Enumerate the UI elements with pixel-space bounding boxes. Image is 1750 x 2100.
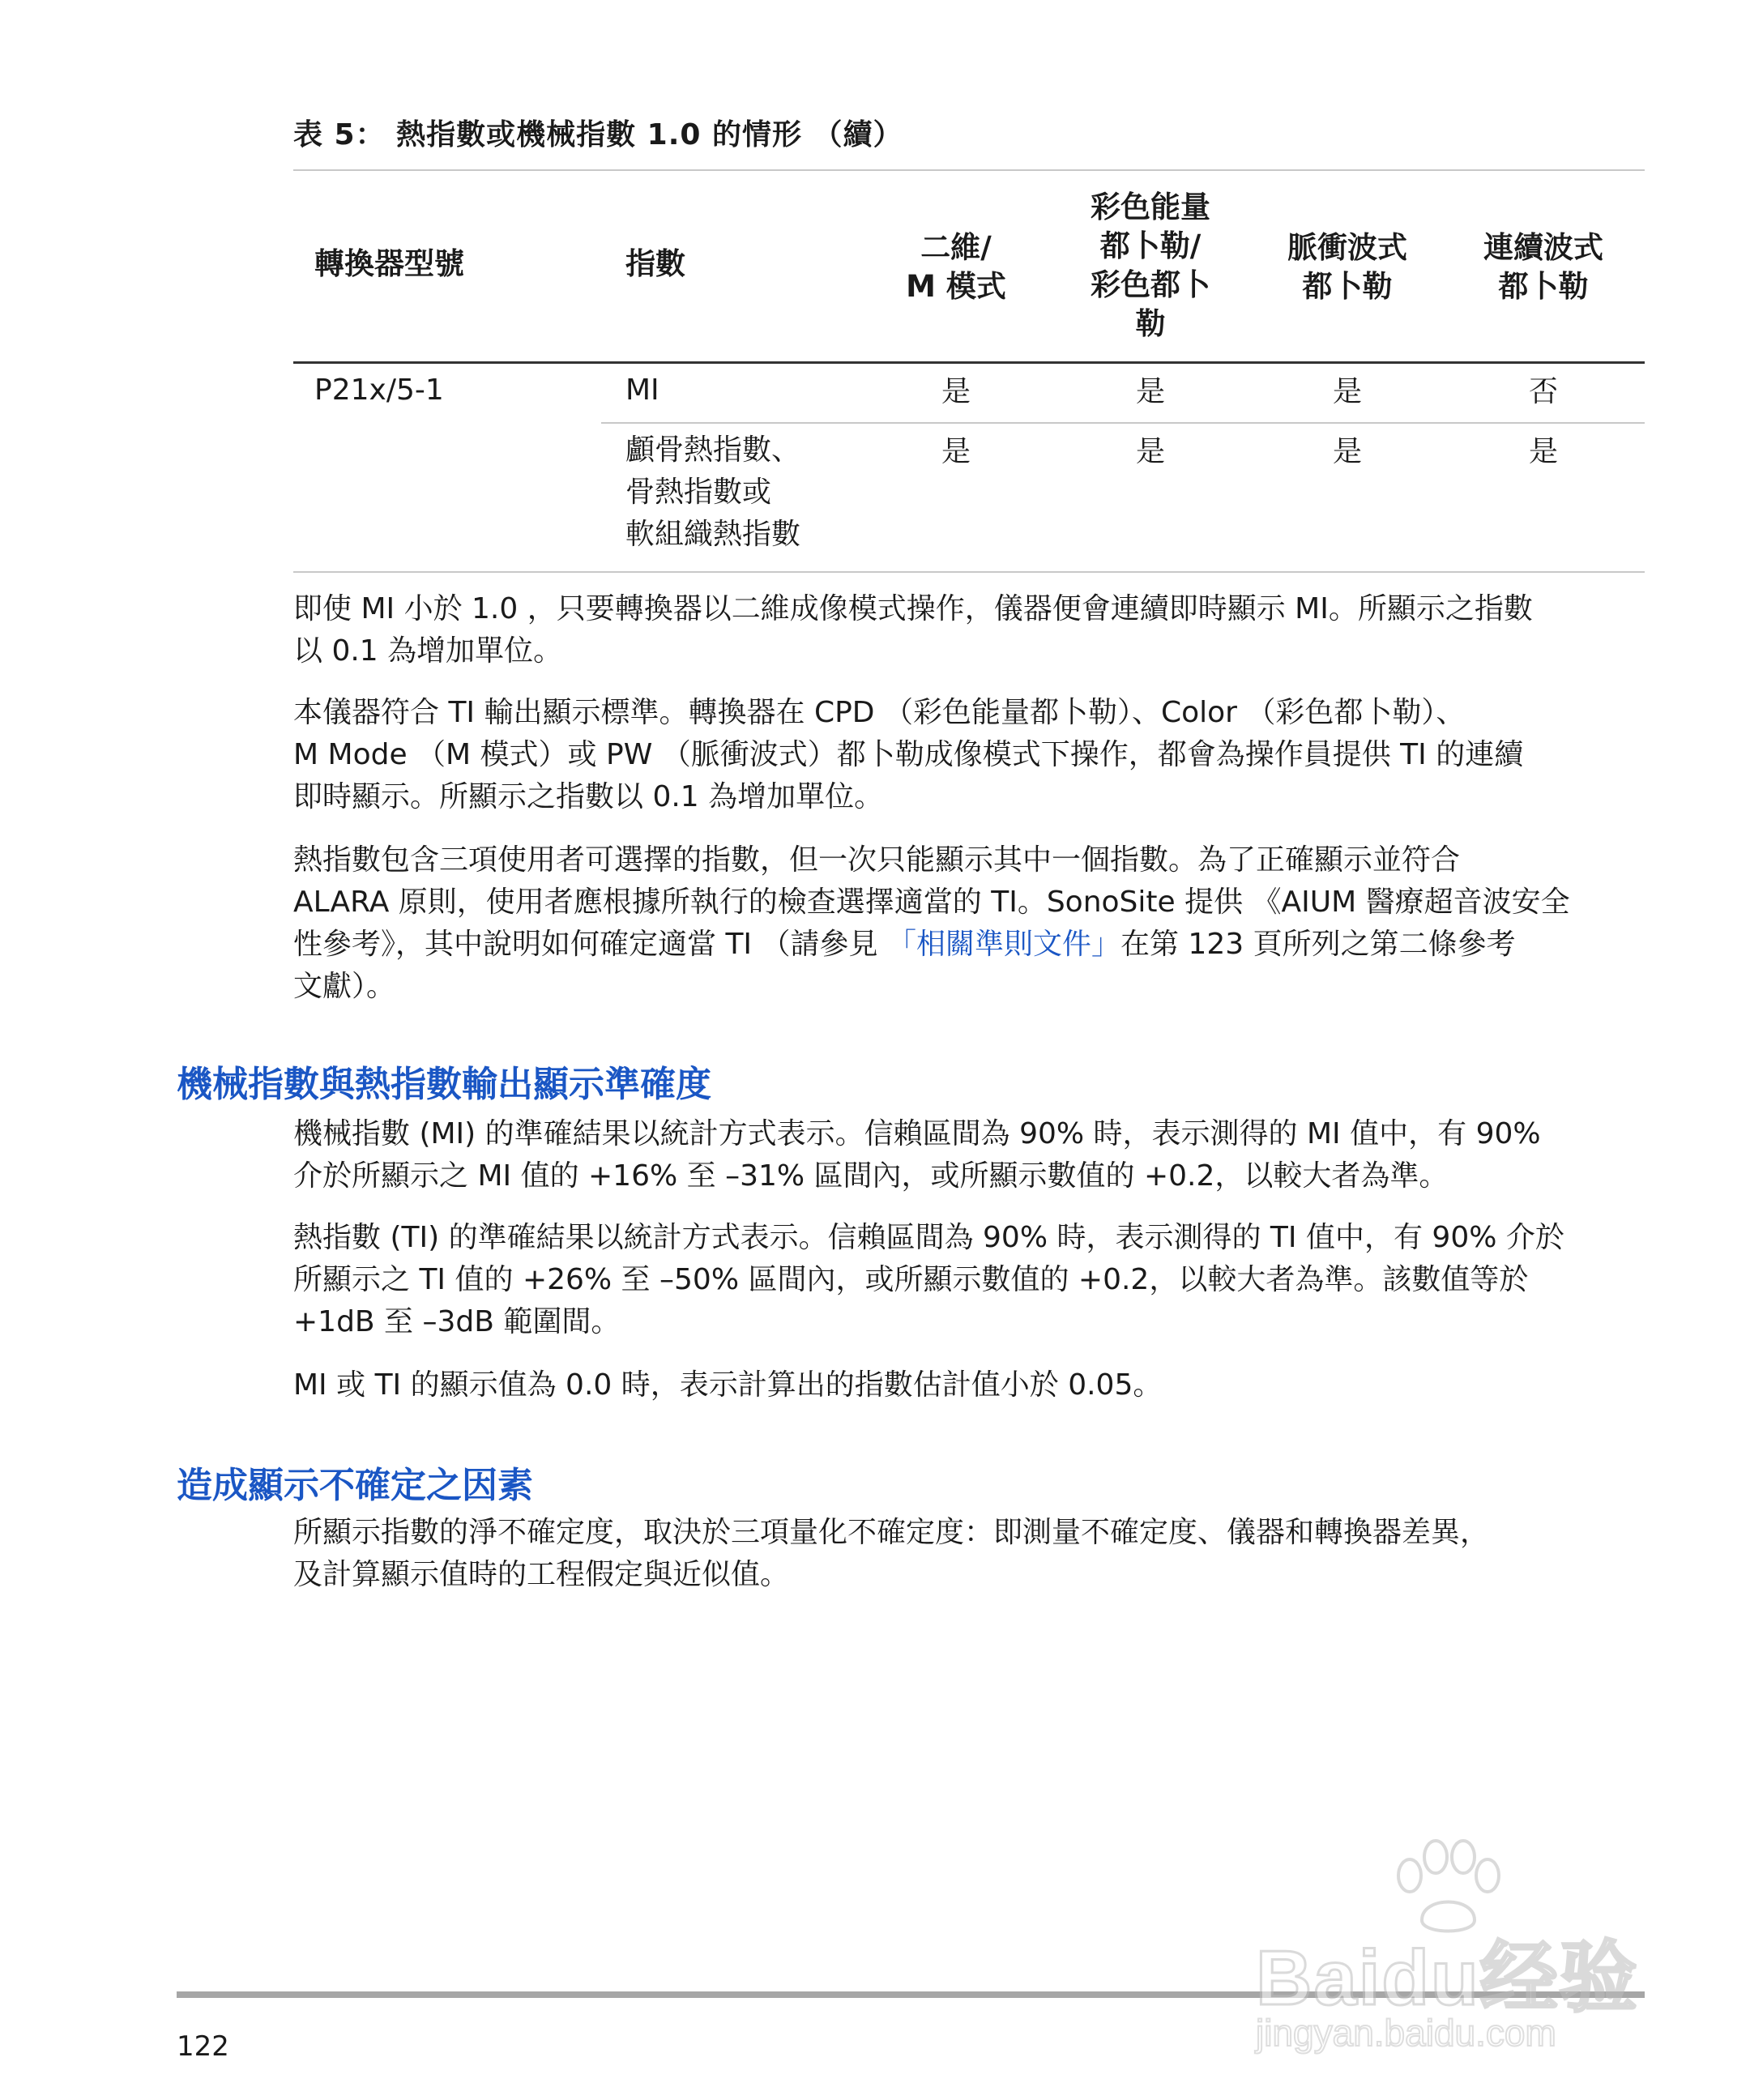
table-row-rule	[601, 422, 1645, 424]
cell-row2-color-power: 是	[1135, 435, 1165, 468]
page-number: 122	[177, 2030, 229, 2063]
header-color-power: 彩色能量 都卜勒/ 彩色都卜 勒	[1091, 190, 1210, 341]
header-index: 指數	[625, 246, 685, 281]
cell-row1-pw: 是	[1332, 375, 1362, 408]
paragraph-zero-display: MI 或 TI 的顯示值為 0.0 時，表示計算出的指數估計值小於 0.05。	[293, 1368, 1163, 1402]
paragraph-mi-display: 即使 MI 小於 1.0 ，只要轉換器以二維成像模式操作，儀器便會連續即時顯示 MI。所顯示之指數 以 0.1 為增加單位。	[293, 592, 1533, 668]
table-top-rule	[293, 169, 1645, 171]
paragraph-ti-selection: 熱指數包含三項使用者可選擇的指數，但一次只能顯示其中一個指數。為了正確顯示並符合 ALARA 原則，使用者應根據所執行的檢查選擇適當的 TI。SonoSite 提供 《AIUM 醫療超音波安全 性參考》，其中說明如何確定適當 TI （請參見 「相關準則文件」在第 123 頁所列之第二條參考 文獻）。	[293, 843, 1570, 1003]
cell-row1-color-power: 是	[1135, 375, 1165, 408]
header-2d-mode: 二維/ M 模式	[906, 230, 1006, 304]
watermark-brand: Baidu经验	[1256, 1935, 1639, 2021]
cell-row2-pw: 是	[1332, 435, 1362, 468]
header-model: 轉換器型號	[314, 246, 464, 281]
section-title-accuracy: 機械指數與熱指數輸出顯示準確度	[177, 1064, 711, 1105]
section-title-uncertainty: 造成顯示不確定之因素	[177, 1465, 533, 1506]
cell-row1-cw: 否	[1528, 375, 1558, 408]
cell-row1-2d: 是	[941, 375, 971, 408]
header-cw-doppler: 連續波式 都卜勒	[1483, 230, 1603, 304]
watermark-url: jingyan.baidu.com	[1256, 2012, 1556, 2054]
paragraph-uncertainty: 所顯示指數的淨不確定度，取決於三項量化不確定度：即測量不確定度、儀器和轉換器差異， 及計算顯示值時的工程假定與近似值。	[293, 1516, 1490, 1591]
table-bottom-rule	[293, 571, 1645, 573]
cell-model: P21x/5-1	[314, 373, 444, 407]
header-pw-doppler: 脈衝波式 都卜勒	[1287, 230, 1407, 304]
cell-row2-cw: 是	[1528, 435, 1558, 468]
cell-row2-2d: 是	[941, 435, 971, 468]
paragraph-ti-display: 本儀器符合 TI 輸出顯示標準。轉換器在 CPD （彩色能量都卜勒）、Color （彩色都卜勒）、 M Mode （M 模式）或 PW （脈衝波式）都卜勒成像模式下操作，都會為操作員提供 TI 的連續 即時顯示。所顯示之指數以 0.1 為增加單位。	[293, 696, 1524, 813]
table-header-rule	[293, 361, 1645, 364]
cell-index-ti: 顱骨熱指數、 骨熱指數或 軟組織熱指數	[625, 433, 801, 551]
paragraph-ti-accuracy: 熱指數 (TI) 的準確結果以統計方式表示。信賴區間為 90% 時，表示測得的 TI 值中，有 90% 介於 所顯示之 TI 值的 +26% 至 –50% 區間內，或所顯示數值的 +0.2，以較大者為準。該數值等於 +1dB 至 –3dB 範圍間。	[293, 1221, 1564, 1338]
baidu-watermark	[1248, 1839, 1669, 2066]
table-caption: 表 5： 熱指數或機械指數 1.0 的情形 （續）	[293, 118, 903, 152]
paragraph-mi-accuracy: 機械指數 (MI) 的準確結果以統計方式表示。信賴區間為 90% 時，表示測得的 MI 值中，有 90% 介於所顯示之 MI 值的 +16% 至 –31% 區間內，或所顯示數值的 +0.2，以較大者為準。	[293, 1117, 1541, 1193]
cell-index-mi: MI	[625, 373, 659, 407]
related-guidance-link[interactable]: 「相關準則文件」	[886, 928, 1120, 961]
